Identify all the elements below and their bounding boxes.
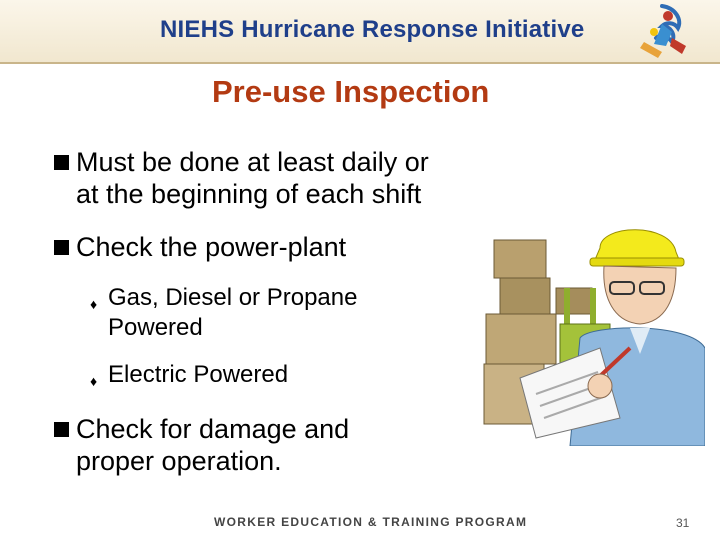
sub-bullet-text-line1: Electric Powered — [108, 361, 289, 388]
inspector-forklift-clipart — [480, 228, 705, 446]
slide-title: Pre-use Inspection — [212, 74, 490, 109]
header-band — [0, 0, 720, 64]
square-bullet-icon — [54, 422, 69, 437]
bullet-text-line1: Check the power-plant — [76, 232, 347, 262]
sub-bullet-electric — [90, 360, 289, 390]
sub-bullet-text-line1: Gas, Diesel or Propane — [108, 284, 358, 311]
bullet-item-daily — [76, 146, 429, 210]
diamond-bullet-icon: ♦ — [90, 296, 98, 312]
sub-bullet-text-line2: Powered — [108, 314, 203, 341]
bullet-text-line1: Must be done at least daily or — [76, 147, 429, 177]
diamond-bullet-icon: ♦ — [90, 373, 98, 389]
bullet-text-line2: proper operation. — [76, 446, 282, 476]
footer-program: WORKER EDUCATION & TRAINING PROGRAM — [214, 515, 528, 529]
square-bullet-icon — [54, 155, 69, 170]
sub-bullet-gas-diesel-propane — [90, 283, 358, 343]
bullet-item-power-plant — [76, 231, 346, 263]
header-title: NIEHS Hurricane Response Initiative — [160, 16, 585, 43]
bullet-item-damage — [76, 413, 349, 477]
hurricane-worker-logo-icon — [632, 2, 692, 60]
page-number: 31 — [676, 516, 690, 530]
bullet-text-line2: at the beginning of each shift — [76, 179, 422, 209]
square-bullet-icon — [54, 240, 69, 255]
bullet-text-line1: Check for damage and — [76, 414, 350, 444]
